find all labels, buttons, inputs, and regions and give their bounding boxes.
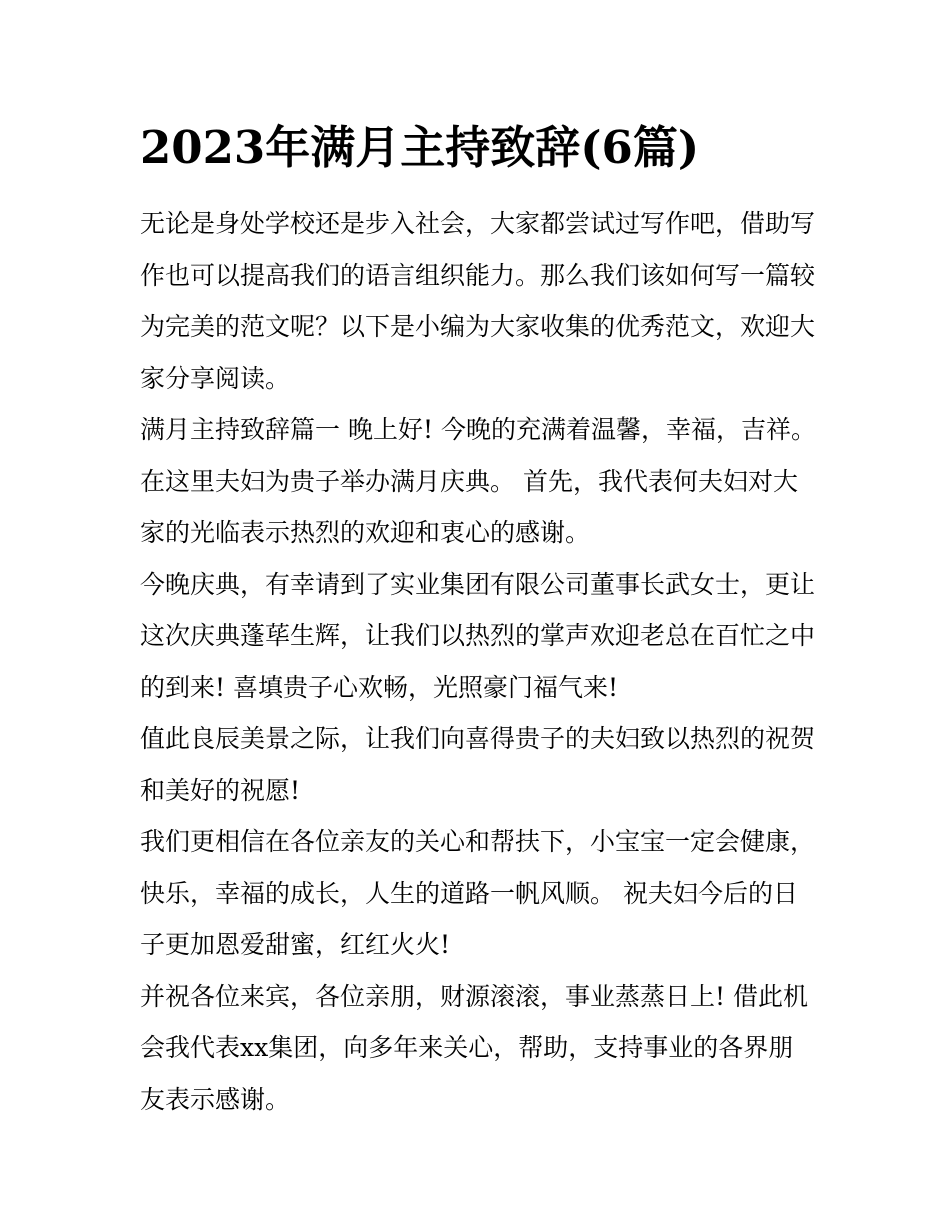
paragraph-line: 我们更相信在各位亲友的关心和帮扶下，小宝宝一定会健康， (140, 827, 816, 856)
document-body (140, 198, 815, 1125)
paragraph-line: 这次庆典蓬荜生辉，让我们以热烈的掌声欢迎老总在百忙之中 (140, 621, 816, 650)
paragraph-line: 家分享阅读。 (140, 363, 291, 393)
paragraph-line: 今晚庆典，有幸请到了实业集团有限公司董事长武女士，更让 (140, 569, 816, 599)
paragraph-line: 值此良辰美景之际，让我们向喜得贵子的夫妇致以热烈的祝贺 (140, 724, 816, 753)
paragraph-line: 在这里夫妇为贵子举办满月庆典。 首先，我代表何夫妇对大 (140, 466, 798, 496)
paragraph-greeting (140, 404, 815, 559)
paragraph-line: 和美好的祝愿! (140, 775, 301, 805)
paragraph-line: 子更加恩爱甜蜜，红红火火! (140, 930, 451, 959)
paragraph-line: 家的光临表示热烈的欢迎和衷心的感谢。 (140, 518, 591, 547)
paragraph-line: 友表示感谢。 (140, 1084, 291, 1114)
paragraph-line: 无论是身处学校还是步入社会，大家都尝试过写作吧，借助写 (140, 209, 816, 238)
paragraph-line: 为完美的范文呢？以下是小编为大家收集的优秀范文，欢迎大 (140, 312, 816, 341)
paragraph-line: 满月主持致辞篇一 晚上好! 今晚的充满着温馨，幸福，吉祥。 (140, 415, 816, 444)
paragraph-intro (140, 198, 815, 404)
document-title: 2023年满月主持致辞(6篇) (140, 121, 700, 174)
paragraph-thanks (140, 971, 815, 1126)
paragraph-guest (140, 559, 815, 714)
paragraph-line: 快乐，幸福的成长，人生的道路一帆风顺。 祝夫妇今后的日 (140, 878, 798, 908)
paragraph-line: 会我代表xx集团，向多年来关心，帮助，支持事业的各界朋 (140, 1033, 794, 1062)
paragraph-wishes (140, 816, 815, 971)
paragraph-blessing (140, 713, 815, 816)
paragraph-line: 并祝各位来宾，各位亲朋，财源滚滚，事业蒸蒸日上! 借此机 (140, 981, 808, 1011)
paragraph-line: 作也可以提高我们的语言组织能力。那么我们该如何写一篇较 (140, 260, 816, 290)
paragraph-line: 的到来! 喜填贵子心欢畅，光照豪门福气来! (140, 672, 619, 702)
